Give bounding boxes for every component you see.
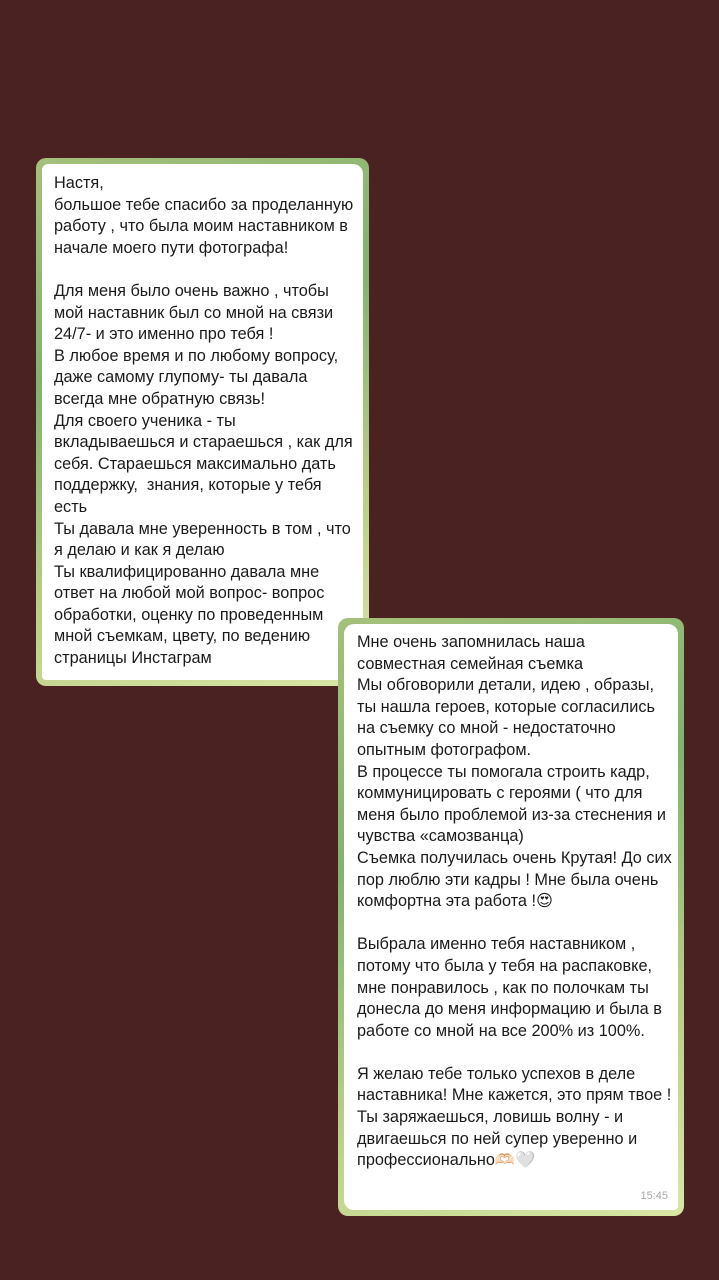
message-bubble-1[interactable]	[42, 164, 363, 680]
message-text-2: Мне очень запомнилась наша совместная семейная съемка Мы обговорили детали, идею , образы, ты нашла героев, которые согласились на съемку со мной - недостаточно опытным фотографом. В процессе ты помогала строить кадр, коммуницировать с героями ( что для меня было проблемой из-за стеснения и чувства «самозванца) Съемка получилась очень Крутая! До сих пор люблю эти кадры ! Мне была очень комфортна эта работа !😍 Выбрала именно тебя наставником , потому что была у тебя на распаковке, мне понравилось , как по полочкам ты донесла до меня информацию и была в работе со мной на все 200% из 100%. Я желаю тебе только успехов в деле наставника! Мне кажется, это прям твое ! Ты заряжаешься, ловишь волну - и двигаешься по ней супер уверенно и профессионально🫶🏻🤍	[357, 633, 672, 1170]
message-bubble-2[interactable]	[344, 624, 678, 1210]
message-card-1	[36, 158, 369, 686]
message-card-2	[338, 618, 684, 1216]
message-text-1: Настя, большое тебе спасибо за проделанную работу , что была моим наставником в начале моего пути фотографа! Для меня было очень важно , чтобы мой наставник был со мной на связи 24/7- и это именно про тебя ! В любое время и по любому вопросу, даже самому глупому- ты давала всегда мне обратную связь! Для своего ученика - ты вкладываешься и стараешься , как для себя. Стараешься максимально дать поддержку, знания, которые у тебя есть Ты давала мне уверенность в том , что я делаю и как я делаю Ты квалифицированно давала мне ответ на любой мой вопрос- вопрос обработки, оценку по проведенным мной съемкам, цвету, по ведению страницы Инстаграм	[54, 174, 354, 668]
message-timestamp: 15:45	[640, 1190, 668, 1202]
